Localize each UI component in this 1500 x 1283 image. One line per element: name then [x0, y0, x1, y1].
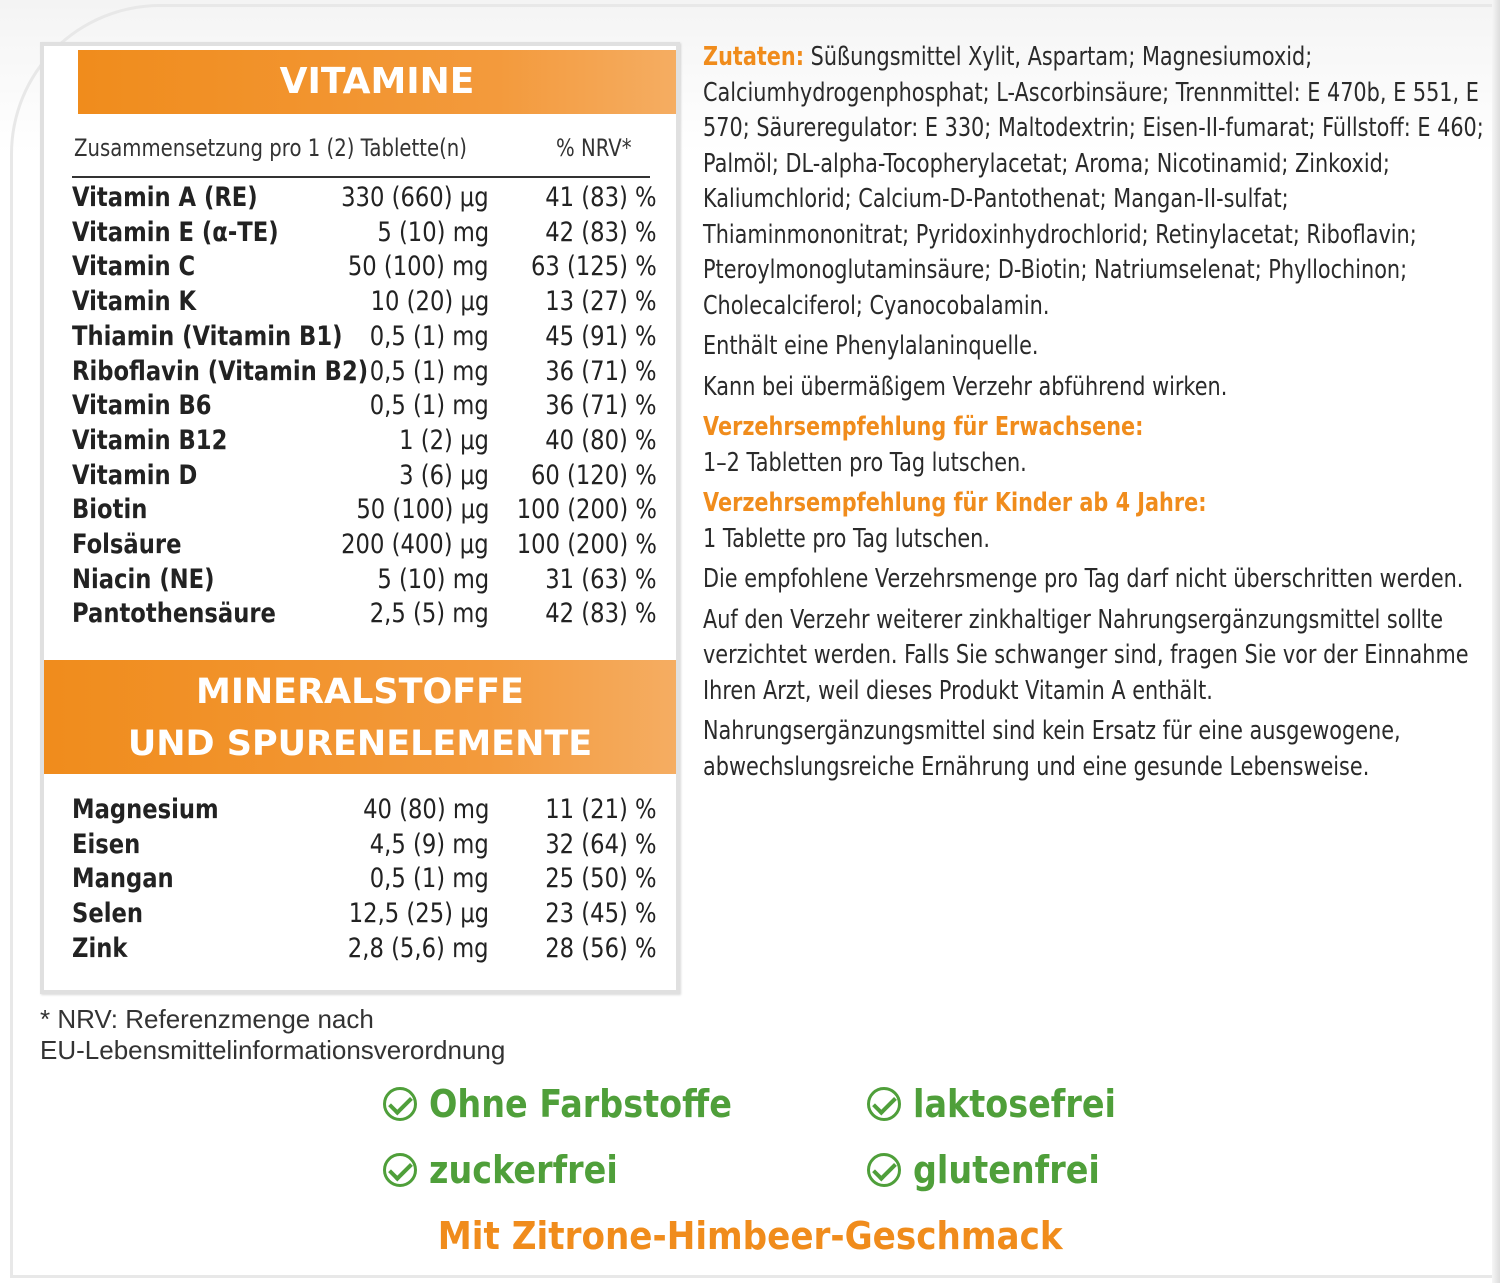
- nutrient-name: Vitamin B12: [72, 424, 228, 456]
- table-row: [72, 863, 657, 898]
- nutrient-name: Vitamin D: [72, 459, 198, 491]
- badge-lactose-free: [867, 1082, 1144, 1134]
- product-information: [703, 40, 1493, 785]
- nutrient-nrv: 11 (21) %: [545, 794, 657, 825]
- nutrient-name: Selen: [72, 898, 144, 930]
- minerals-heading-line2: UND SPURENELEMENTE: [127, 724, 593, 764]
- ingredients-label: Zutaten:: [703, 42, 805, 72]
- nutrient-nrv: 42 (83) %: [545, 598, 657, 630]
- table-row: [72, 217, 657, 252]
- kids-dosage-heading: Verzehrsempfehlung für Kinder ab 4 Jahre:: [703, 488, 1207, 518]
- phenylalanine-note: Enthält eine Phenylalaninquelle.: [703, 331, 1039, 361]
- table-row: [72, 898, 657, 933]
- table-row: [72, 251, 657, 286]
- nutrient-nrv: 63 (125) %: [531, 251, 657, 283]
- nutrient-nrv: 36 (71) %: [545, 390, 657, 422]
- nutrient-nrv: 13 (27) %: [545, 286, 657, 318]
- minerals-heading-line1: MINERALSTOFFE: [196, 672, 524, 712]
- nutrient-nrv: 100 (200) %: [516, 529, 657, 560]
- nutrient-amount: 4,5 (9) mg: [369, 828, 489, 860]
- badge-sugar-free: [383, 1148, 644, 1200]
- nutrient-amount: 5 (10) mg: [377, 216, 489, 248]
- nrv-footnote: [40, 1004, 640, 1066]
- nutrient-nrv: 28 (56) %: [545, 932, 657, 964]
- check-circle-icon: [383, 1153, 417, 1187]
- nutrient-nrv: 36 (71) %: [545, 355, 657, 387]
- nutrient-amount: 2,5 (5) mg: [369, 598, 489, 630]
- footnote-line1: * NRV: Referenzmenge nach: [40, 1004, 374, 1034]
- flavor-tagline: [0, 1214, 1500, 1258]
- table-header: [74, 134, 632, 174]
- nutrient-amount: 12,5 (25) µg: [348, 898, 489, 930]
- nutrient-amount: 2,8 (5,6) mg: [348, 932, 489, 964]
- nutrient-amount: 3 (6) µg: [399, 459, 489, 491]
- nutrient-amount: 1 (2) µg: [399, 424, 489, 456]
- supplement-note: Nahrungsergänzungsmittel sind kein Ersatz für eine ausgewogene, abwechslungsreiche Ernährung und eine gesunde Lebensweise.: [703, 716, 1401, 782]
- check-circle-icon: [867, 1087, 901, 1121]
- table-row: [72, 564, 657, 599]
- badge-label: glutenfrei: [913, 1148, 1100, 1192]
- nutrient-nrv: 100 (200) %: [516, 494, 657, 526]
- nutrient-amount: 200 (400) µg: [341, 529, 489, 560]
- header-divider: [72, 176, 650, 178]
- nutrient-name: Niacin (NE): [72, 563, 215, 595]
- check-circle-icon: [383, 1087, 417, 1121]
- nutrient-name: Vitamin C: [72, 251, 196, 283]
- nutrient-nrv: 60 (120) %: [531, 459, 657, 491]
- table-row: [72, 286, 657, 321]
- nutrient-amount: 0,5 (1) mg: [369, 390, 489, 422]
- nutrient-amount: 40 (80) mg: [362, 794, 489, 825]
- kids-dosage-text: 1 Tablette pro Tag lutschen.: [703, 523, 990, 554]
- nutrient-name: Biotin: [72, 494, 148, 526]
- table-row: [72, 460, 657, 495]
- composition-label: Zusammensetzung pro 1 (2) Tablette(n): [74, 134, 467, 162]
- nutrient-amount: 50 (100) mg: [348, 251, 489, 283]
- laxative-note: Kann bei übermäßigem Verzehr abführend wirken.: [703, 371, 1228, 402]
- table-row: [72, 425, 657, 460]
- nutrient-amount: 10 (20) µg: [370, 286, 489, 318]
- nutrient-amount: 0,5 (1) mg: [369, 863, 489, 895]
- nutrient-nrv: 32 (64) %: [545, 828, 657, 860]
- badge-label: zuckerfrei: [429, 1148, 618, 1192]
- vitamins-heading: VITAMINE: [78, 50, 676, 114]
- nutrient-nrv: 40 (80) %: [545, 424, 657, 456]
- nutrient-nrv: 42 (83) %: [545, 216, 657, 248]
- nutrient-nrv: 31 (63) %: [545, 563, 657, 595]
- table-row: [72, 321, 657, 356]
- badge-label: Ohne Farbstoffe: [429, 1082, 732, 1126]
- nutrient-name: Zink: [72, 932, 128, 964]
- nutrient-nrv: 25 (50) %: [545, 863, 657, 895]
- nutrient-amount: 50 (100) µg: [355, 494, 489, 526]
- table-row: [72, 182, 657, 217]
- table-row: [72, 598, 657, 633]
- table-row: [72, 529, 657, 564]
- badge-no-colorants: [383, 1082, 773, 1134]
- max-dose-note: Die empfohlene Verzehrsmenge pro Tag darf nicht überschritten werden.: [703, 564, 1464, 594]
- nutrient-nrv: 41 (83) %: [545, 182, 657, 213]
- nutrient-name: Thiamin (Vitamin B1): [72, 320, 343, 352]
- nutrient-name: Riboflavin (Vitamin B2): [72, 355, 369, 387]
- table-row: [72, 794, 657, 829]
- table-row: [72, 356, 657, 391]
- badge-gluten-free: [867, 1148, 1125, 1200]
- nutrient-name: Pantothensäure: [72, 598, 276, 630]
- nutrient-amount: 0,5 (1) mg: [369, 320, 489, 352]
- minerals-heading: [44, 660, 676, 774]
- table-row: [72, 390, 657, 425]
- zinc-warning: Auf den Verzehr weiterer zinkhaltiger Nahrungsergänzungsmittel sollte verzichtet werden. Falls Sie schwanger sind, fragen Sie vor der Einnahme Ihren Arzt, weil dieses Produkt Vitamin A enthält.: [703, 604, 1469, 706]
- nutrient-name: Folsäure: [72, 529, 182, 560]
- footnote-line2: EU-Lebensmittelinformationsverordnung: [40, 1035, 506, 1065]
- adults-dosage-text: 1–2 Tabletten pro Tag lutschen.: [703, 447, 1027, 478]
- nutrient-name: Vitamin K: [72, 286, 197, 318]
- check-circle-icon: [867, 1153, 901, 1187]
- nutrient-name: Mangan: [72, 863, 174, 895]
- table-row: [72, 933, 657, 968]
- table-row: [72, 494, 657, 529]
- flavor-text: Mit Zitrone-Himbeer-Geschmack: [437, 1214, 1063, 1258]
- nutrient-amount: 5 (10) mg: [377, 563, 489, 595]
- nutrition-table: [40, 42, 680, 994]
- nutrient-amount: 330 (660) µg: [341, 182, 489, 213]
- nutrient-amount: 0,5 (1) mg: [369, 355, 489, 387]
- nutrient-name: Vitamin E (α-TE): [72, 216, 279, 248]
- badge-label: laktosefrei: [913, 1082, 1116, 1126]
- adults-dosage-heading: Verzehrsempfehlung für Erwachsene:: [703, 412, 1144, 442]
- nutrient-name: Magnesium: [72, 794, 219, 825]
- table-row: [72, 829, 657, 864]
- nutrient-nrv: 23 (45) %: [545, 898, 657, 930]
- nutrient-name: Eisen: [72, 828, 141, 860]
- nrv-label: % NRV*: [556, 134, 632, 162]
- nutrient-name: Vitamin B6: [72, 390, 212, 422]
- ingredients-paragraph: [703, 40, 1495, 324]
- nutrient-name: Vitamin A (RE): [72, 182, 258, 213]
- nutrient-nrv: 45 (91) %: [545, 320, 657, 352]
- ingredients-text: Süßungsmittel Xylit, Aspartam; Magnesiumoxid; Calciumhydrogenphosphat; L-Ascorbinsäure; Trennmittel: E 470b, E 551, E 570; Säureregulator: E 330; Maltodextrin; Eisen-II-fumarat; Füllstoff: E 460; Palmöl; DL-alpha-Tocopherylacetat; Aroma; Nicotinamid; Zinkoxid; Kaliumchlorid; Calcium-D-Pantothenat; Mangan-II-sulfat; Thiaminmononitrat; Pyridoxinhydrochlorid; Retinylacetat; Riboflavin; Pteroylmonoglutaminsäure; D-Biotin; Natriumselenat; Phyllochinon; Cholecalciferol; Cyanocobalamin.: [703, 42, 1484, 321]
